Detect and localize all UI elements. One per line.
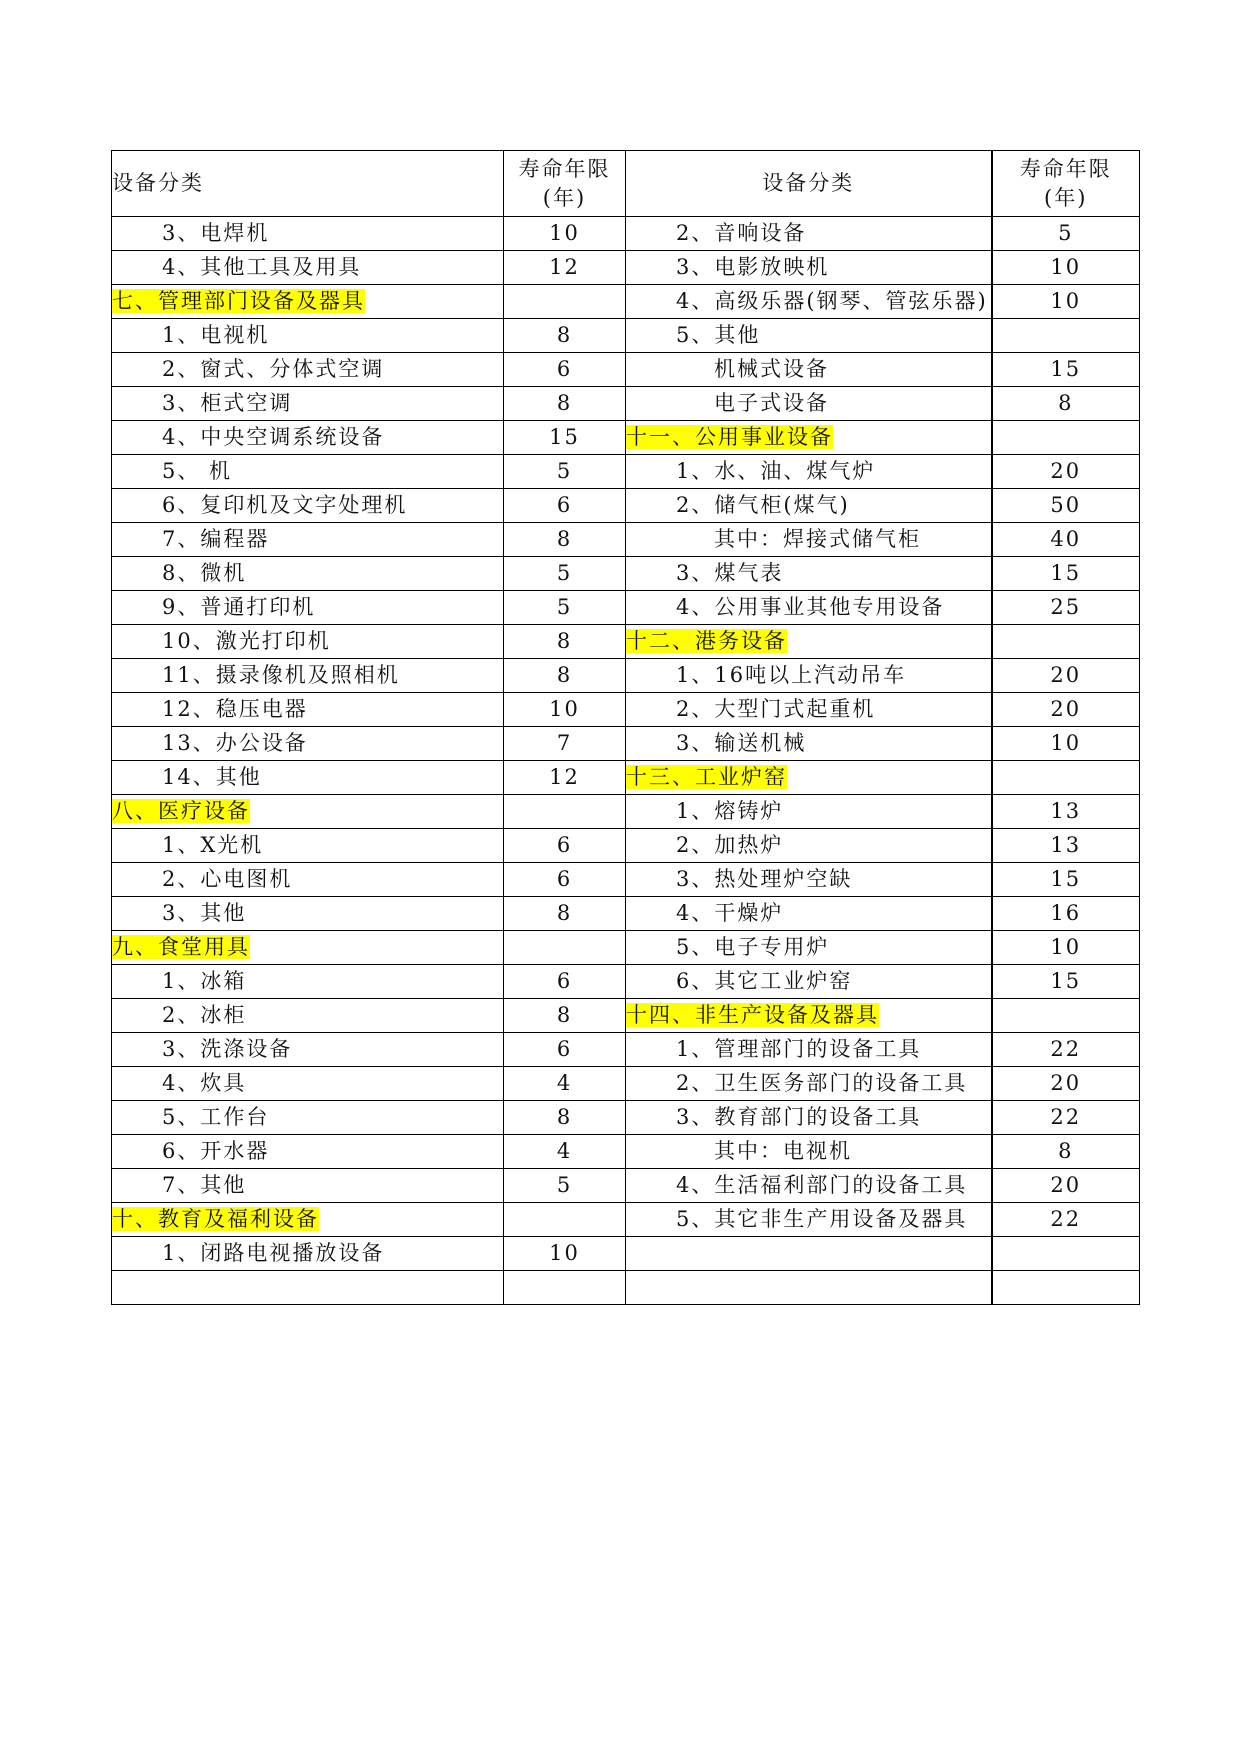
right-life-years: 13 [1050,798,1082,823]
left-item-label: 5、工作台 [162,1104,270,1129]
right-life-years-cell [992,319,1140,353]
left-life-years-cell [504,387,626,421]
header-life-right [992,151,1140,217]
left-category-cell [112,659,504,693]
table-row [112,625,1140,659]
table-row [112,1203,1140,1237]
right-item-label: 1、16吨以上汽动吊车 [676,662,907,687]
right-item-label: 3、热处理炉空缺 [676,866,853,891]
left-item-label: 7、其他 [162,1172,247,1197]
right-life-years-cell [992,1101,1140,1135]
left-item-label: 5、 机 [162,458,233,483]
right-life-years-cell [992,965,1140,999]
right-category-cell [626,897,992,931]
right-life-years-cell [992,829,1140,863]
left-life-years-cell [504,829,626,863]
right-item-label: 3、教育部门的设备工具 [676,1104,922,1129]
right-life-years-cell [992,999,1140,1033]
left-category-cell [112,251,504,285]
left-category-cell [112,965,504,999]
right-life-years-cell [992,761,1140,795]
table-row [112,931,1140,965]
right-category-cell [626,931,992,965]
left-item-label: 2、冰柜 [162,1002,247,1027]
equipment-life-table [111,150,1140,1305]
right-category-cell [626,863,992,897]
left-life-years: 10 [549,696,580,721]
right-life-years-cell [992,693,1140,727]
right-life-years: 10 [1050,934,1082,959]
left-life-years: 6 [556,356,573,381]
right-category-cell [626,285,992,319]
left-life-years: 8 [556,526,573,551]
right-category-cell [626,693,992,727]
right-category-cell [626,1033,992,1067]
table-row [112,829,1140,863]
left-item-label: 6、复印机及文字处理机 [162,492,408,517]
right-life-years: 25 [1050,594,1082,619]
left-life-years-cell [504,421,626,455]
left-life-years-cell [504,965,626,999]
left-category-cell [112,387,504,421]
left-life-years: 12 [549,764,580,789]
right-category-cell [626,1237,992,1271]
right-life-years: 15 [1050,866,1082,891]
left-item-label: 6、开水器 [162,1138,270,1163]
right-section-heading: 十四、非生产设备及器具 [626,1002,879,1027]
left-life-years-cell [504,251,626,285]
right-category-cell [626,319,992,353]
left-life-years-cell [504,285,626,319]
right-life-years-cell [992,863,1140,897]
table-row [112,387,1140,421]
left-section-heading: 八、医疗设备 [112,798,250,823]
left-life-years-cell [504,1271,626,1305]
left-item-label: 8、微机 [162,560,247,585]
left-life-years: 12 [549,254,580,279]
left-life-years: 8 [556,1002,573,1027]
table-row [112,319,1140,353]
right-section-heading: 十一、公用事业设备 [626,424,833,449]
left-life-years-cell [504,897,626,931]
header-life-left [504,151,626,217]
header-row [112,151,1140,217]
left-life-years-cell [504,353,626,387]
right-life-years: 22 [1050,1036,1082,1061]
right-item-label: 电子式设备 [714,390,829,415]
left-section-heading: 九、食堂用具 [112,934,250,959]
right-life-years-cell [992,625,1140,659]
left-life-years-cell [504,863,626,897]
table-row [112,761,1140,795]
left-item-label: 2、窗式、分体式空调 [162,356,385,381]
right-category-cell [626,591,992,625]
right-life-years-cell [992,897,1140,931]
left-section-heading: 十、教育及福利设备 [112,1206,319,1231]
right-life-years: 22 [1050,1104,1082,1129]
table-row [112,1271,1140,1305]
left-item-label: 2、心电图机 [162,866,293,891]
right-item-label: 3、输送机械 [676,730,807,755]
header-life-left-line1: 寿命年限 [518,157,611,182]
table-row [112,1101,1140,1135]
left-item-label: 1、闭路电视播放设备 [162,1240,385,1265]
right-category-cell [626,829,992,863]
left-life-years: 6 [556,968,573,993]
right-item-label: 6、其它工业炉窑 [676,968,853,993]
left-section-heading: 七、管理部门设备及器具 [112,288,365,313]
right-section-heading: 十三、工业炉窑 [626,764,787,789]
right-item-label: 1、水、油、煤气炉 [676,458,876,483]
header-life-right-line2: (年) [1044,185,1088,210]
left-item-label: 4、其他工具及用具 [162,254,362,279]
right-item-label: 2、音响设备 [676,220,807,245]
left-item-label: 14、其他 [162,764,262,789]
right-life-years: 10 [1050,288,1082,313]
right-item-label: 2、储气柜(煤气) [676,492,850,517]
right-category-cell [626,1101,992,1135]
left-item-label: 4、炊具 [162,1070,247,1095]
right-life-years: 8 [1058,1138,1074,1163]
header-category-right [626,151,992,217]
left-life-years: 6 [556,1036,573,1061]
left-life-years-cell [504,1135,626,1169]
right-category-cell [626,455,992,489]
left-item-label: 3、其他 [162,900,247,925]
right-category-cell [626,1203,992,1237]
left-life-years: 4 [556,1138,573,1163]
right-item-label: 3、煤气表 [676,560,784,585]
right-life-years-cell [992,1033,1140,1067]
right-item-label: 1、熔铸炉 [676,798,784,823]
table-row [112,795,1140,829]
left-item-label: 10、激光打印机 [162,628,331,653]
left-life-years: 5 [556,560,573,585]
right-life-years-cell [992,1169,1140,1203]
right-category-cell [626,387,992,421]
left-life-years: 10 [549,220,580,245]
right-life-years: 10 [1050,730,1082,755]
right-item-label: 3、电影放映机 [676,254,830,279]
right-category-cell [626,1067,992,1101]
right-category-cell [626,999,992,1033]
right-life-years: 20 [1050,696,1082,721]
table-row [112,285,1140,319]
left-category-cell [112,353,504,387]
left-item-label: 9、普通打印机 [162,594,316,619]
left-category-cell [112,795,504,829]
left-life-years-cell [504,659,626,693]
table-row [112,1033,1140,1067]
right-life-years: 22 [1050,1206,1082,1231]
right-category-cell [626,965,992,999]
header-category-left-text: 设备分类 [112,170,204,195]
left-life-years-cell [504,523,626,557]
left-category-cell [112,625,504,659]
left-life-years: 5 [556,458,573,483]
left-item-label: 3、柜式空调 [162,390,293,415]
left-life-years: 8 [556,390,573,415]
left-category-cell [112,1101,504,1135]
right-section-heading: 十二、港务设备 [626,628,787,653]
right-life-years-cell [992,251,1140,285]
right-life-years: 40 [1050,526,1082,551]
left-life-years-cell [504,217,626,251]
right-life-years-cell [992,1203,1140,1237]
right-life-years: 50 [1050,492,1082,517]
right-category-cell [626,489,992,523]
right-life-years-cell [992,727,1140,761]
right-life-years-cell [992,659,1140,693]
left-category-cell [112,761,504,795]
left-item-label: 13、办公设备 [162,730,308,755]
left-category-cell [112,523,504,557]
right-item-label: 5、其他 [676,322,761,347]
table-row [112,1237,1140,1271]
table-row [112,897,1140,931]
table-row [112,863,1140,897]
left-life-years-cell [504,1169,626,1203]
header-life-left-line2: (年) [542,185,587,210]
left-life-years-cell [504,761,626,795]
right-life-years: 13 [1050,832,1082,857]
right-life-years: 20 [1050,458,1082,483]
table-row [112,591,1140,625]
table-row [112,693,1140,727]
left-life-years: 6 [556,866,573,891]
table-row [112,1135,1140,1169]
header-category-right-text: 设备分类 [762,170,855,195]
table-row [112,523,1140,557]
left-life-years-cell [504,489,626,523]
left-category-cell [112,727,504,761]
right-category-cell [626,625,992,659]
right-life-years: 20 [1050,1070,1082,1095]
left-category-cell [112,1033,504,1067]
right-item-label: 其中：焊接式储气柜 [714,526,921,551]
right-category-cell [626,353,992,387]
left-life-years-cell [504,1237,626,1271]
left-life-years-cell [504,1203,626,1237]
left-life-years-cell [504,1033,626,1067]
right-life-years-cell [992,489,1140,523]
table-row [112,1169,1140,1203]
left-category-cell [112,1169,504,1203]
right-item-label: 4、干燥炉 [676,900,784,925]
left-category-cell [112,931,504,965]
right-category-cell [626,523,992,557]
right-category-cell [626,1135,992,1169]
left-life-years: 8 [556,662,573,687]
left-life-years-cell [504,557,626,591]
right-life-years-cell [992,1271,1140,1305]
right-life-years-cell [992,557,1140,591]
left-item-label: 1、冰箱 [162,968,247,993]
right-life-years-cell [992,931,1140,965]
left-life-years: 6 [556,492,573,517]
table-row [112,421,1140,455]
table-row [112,965,1140,999]
left-category-cell [112,421,504,455]
right-category-cell [626,1271,992,1305]
left-life-years-cell [504,1067,626,1101]
left-category-cell [112,591,504,625]
left-life-years: 8 [556,1104,573,1129]
left-category-cell [112,693,504,727]
right-item-label: 2、大型门式起重机 [676,696,876,721]
right-life-years: 15 [1050,356,1082,381]
left-item-label: 1、X光机 [162,832,264,857]
table-row [112,727,1140,761]
left-life-years: 10 [549,1240,580,1265]
header-life-right-line1: 寿命年限 [1019,157,1112,182]
left-item-label: 4、中央空调系统设备 [162,424,385,449]
left-category-cell [112,1203,504,1237]
left-life-years: 8 [556,628,573,653]
right-life-years: 15 [1050,968,1082,993]
left-item-label: 3、电焊机 [162,220,270,245]
table-row [112,999,1140,1033]
left-life-years-cell [504,999,626,1033]
table-row [112,251,1140,285]
left-life-years-cell [504,1101,626,1135]
right-item-label: 5、其它非生产用设备及器具 [676,1206,968,1231]
left-category-cell [112,455,504,489]
left-life-years-cell [504,931,626,965]
right-life-years: 5 [1058,220,1074,245]
table-row [112,557,1140,591]
left-category-cell [112,999,504,1033]
left-category-cell [112,1271,504,1305]
left-life-years: 8 [556,322,573,347]
right-life-years: 20 [1050,662,1082,687]
left-life-years: 5 [556,1172,573,1197]
left-category-cell [112,1135,504,1169]
left-category-cell [112,319,504,353]
left-item-label: 11、摄录像机及照相机 [162,662,400,687]
table-row [112,353,1140,387]
header-category-left [112,151,504,217]
left-item-label: 7、编程器 [162,526,270,551]
right-life-years-cell [992,591,1140,625]
right-life-years: 8 [1058,390,1074,415]
right-life-years-cell [992,353,1140,387]
right-item-label: 4、生活福利部门的设备工具 [676,1172,968,1197]
table-row [112,489,1140,523]
left-item-label: 3、洗涤设备 [162,1036,293,1061]
right-life-years: 10 [1050,254,1082,279]
right-category-cell [626,557,992,591]
left-life-years-cell [504,455,626,489]
table-row [112,659,1140,693]
left-item-label: 12、稳压电器 [162,696,308,721]
right-category-cell [626,795,992,829]
right-life-years: 16 [1050,900,1082,925]
left-life-years-cell [504,591,626,625]
left-category-cell [112,1237,504,1271]
right-life-years: 20 [1050,1172,1082,1197]
left-life-years-cell [504,693,626,727]
left-item-label: 1、电视机 [162,322,270,347]
right-item-label: 其中：电视机 [714,1138,852,1163]
left-category-cell [112,829,504,863]
right-item-label: 2、加热炉 [676,832,784,857]
right-life-years-cell [992,455,1140,489]
right-life-years-cell [992,421,1140,455]
left-category-cell [112,489,504,523]
right-life-years-cell [992,523,1140,557]
right-category-cell [626,251,992,285]
right-item-label: 2、卫生医务部门的设备工具 [676,1070,968,1095]
left-life-years-cell [504,727,626,761]
left-category-cell [112,1067,504,1101]
right-life-years-cell [992,217,1140,251]
right-item-label: 4、高级乐器(钢琴、管弦乐器) [676,288,988,313]
left-life-years-cell [504,625,626,659]
left-category-cell [112,217,504,251]
left-life-years: 6 [556,832,573,857]
left-life-years: 5 [556,594,573,619]
right-item-label: 5、电子专用炉 [676,934,830,959]
right-item-label: 1、管理部门的设备工具 [676,1036,922,1061]
left-category-cell [112,897,504,931]
right-category-cell [626,761,992,795]
left-category-cell [112,557,504,591]
left-life-years-cell [504,795,626,829]
left-life-years: 7 [556,730,573,755]
right-category-cell [626,421,992,455]
right-category-cell [626,727,992,761]
right-life-years-cell [992,1067,1140,1101]
right-item-label: 4、公用事业其他专用设备 [676,594,945,619]
table-row [112,217,1140,251]
right-life-years-cell [992,1135,1140,1169]
right-life-years-cell [992,285,1140,319]
left-category-cell [112,863,504,897]
left-life-years: 8 [556,900,573,925]
left-life-years: 15 [549,424,580,449]
right-category-cell [626,1169,992,1203]
right-life-years: 15 [1050,560,1082,585]
left-life-years: 4 [556,1070,573,1095]
table-row [112,1067,1140,1101]
right-life-years-cell [992,1237,1140,1271]
right-item-label: 机械式设备 [714,356,829,381]
right-category-cell [626,659,992,693]
right-life-years-cell [992,795,1140,829]
right-life-years-cell [992,387,1140,421]
left-life-years-cell [504,319,626,353]
table-row [112,455,1140,489]
left-category-cell [112,285,504,319]
right-category-cell [626,217,992,251]
